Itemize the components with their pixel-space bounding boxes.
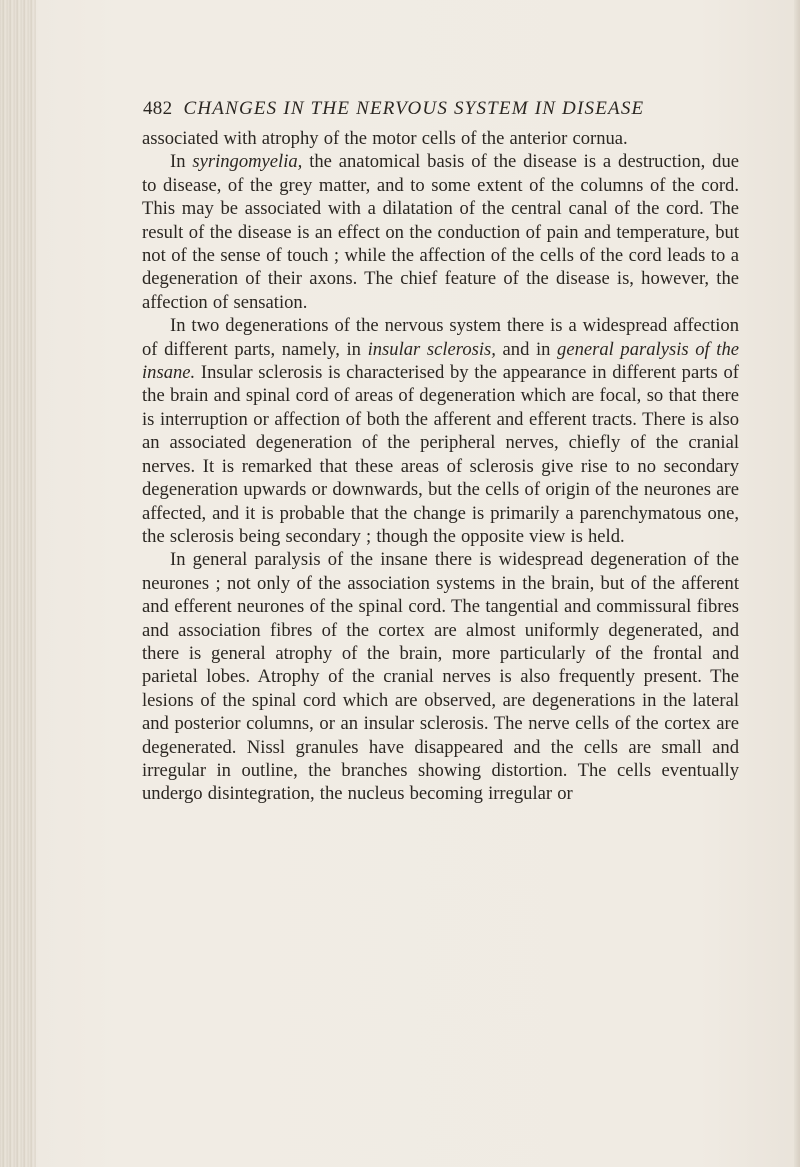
italic-term: syringomyelia, [192,151,303,173]
text-segment: In [170,151,193,173]
paragraph [142,314,739,548]
running-title: CHANGES IN THE NERVOUS SYSTEM IN DISEASE [183,98,645,119]
text-segment: In two degenerations of the nervous system there is a widespread affection of different parts, namely, in [142,315,739,360]
italic-term: general paralysis of the insane. [142,338,739,384]
body-text [142,127,739,806]
paragraph [142,150,739,314]
page-right-edge [794,0,800,1167]
paragraph [142,548,739,805]
text-segment: and in [495,338,558,360]
page-binding-edge [0,0,36,1167]
text-segment: In general paralysis of the insane there is widespread degeneration of the neurones ; not only of the association systems in the brain, but of the afferent and efferent neurones of the spinal cord. The tangential and commissural fibres and association fibres of the cortex are almost uniformly degenerated, and there is general atrophy of the brain, more particularly of the frontal and parietal lobes. Atrophy of the cranial nerves is also frequently present. The lesions of the spinal cord which are observed, are degenerations in the lateral and posterior columns, or an insular sclerosis. The nerve cells of the cortex are degenerated. Nissl granules have disappeared and the cells are small and irregular in outline, the branches showing distortion. The cells eventually undergo disintegration, the nucleus becoming irregular or [142,549,739,805]
running-header [143,98,743,120]
text-segment: the anatomical basis of the disease is a destruction, due to disease, of the grey matter, and to some extent of the columns of the cord. This may be associated with a dilatation of the central canal of the cord. The result of the disease is an effect on the conduction of pain and temperature, but not of the sense of touch ; while the affection of the cells of the cord leads to a degeneration of their axons. The chief feature of the disease is, however, the affection of sensation. [142,151,739,313]
text-segment: associated with atrophy of the motor cells of the anterior cornua. [142,128,628,149]
page-number: 482 [143,98,173,119]
paragraph [142,127,739,150]
italic-term: insular sclerosis, [367,338,496,360]
text-segment: Insular sclerosis is characterised by the appearance in different parts of the brain and spinal cord of areas of degeneration which are focal, so that there is interruption or affection of both the afferent and efferent tracts. There is also an associated degeneration of the peripheral nerves, chiefly of the cranial nerves. It is remarked that these areas of sclerosis give rise to no secondary degeneration upwards or downwards, but the cells of origin of the neurones are affected, and it is probable that the change is primarily a parenchymatous one, the sclerosis being secondary ; though the opposite view is held. [142,362,739,547]
